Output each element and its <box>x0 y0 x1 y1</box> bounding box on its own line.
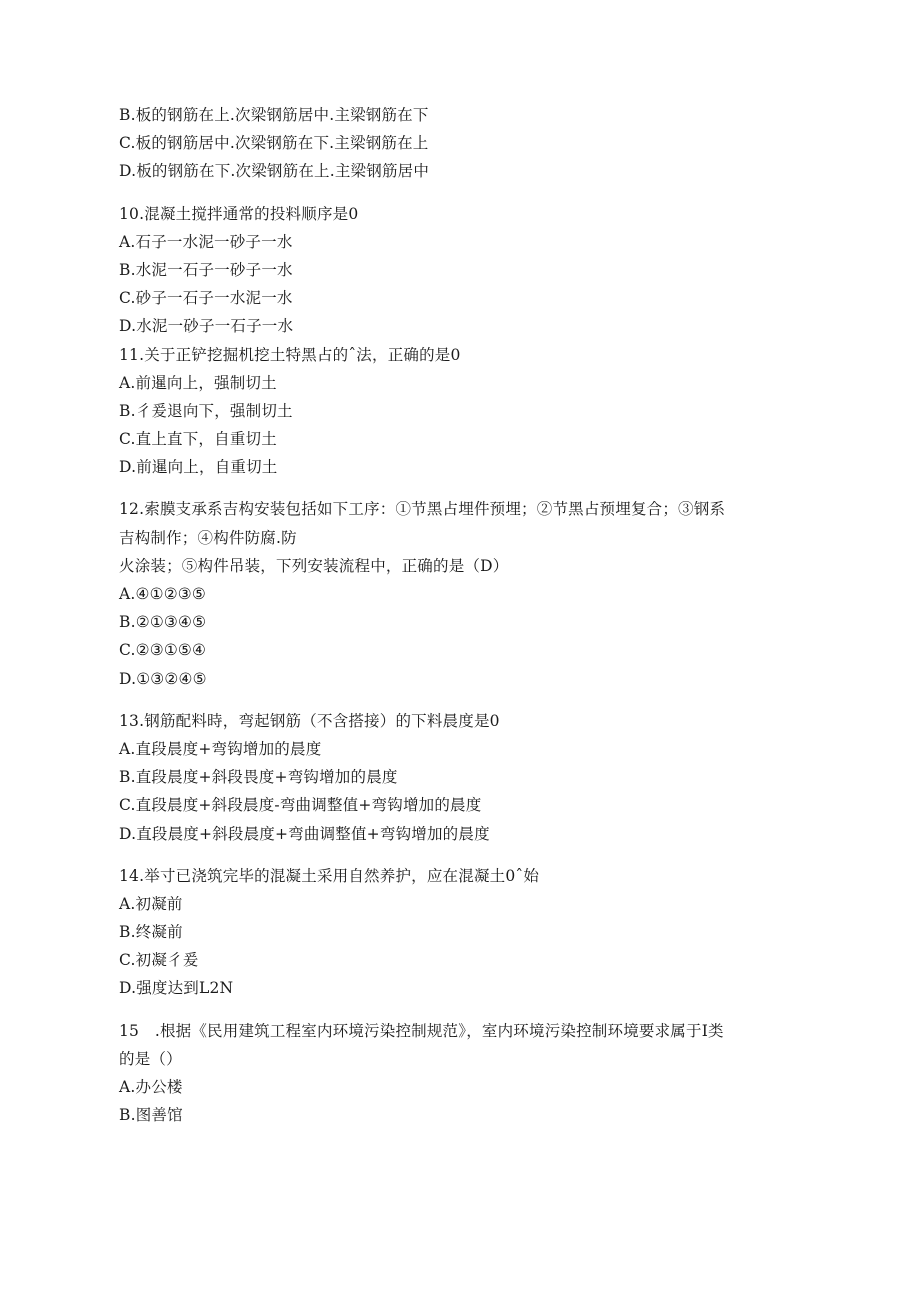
option-b-q15: B.图善馆 <box>119 1106 183 1125</box>
option-a-q14: A.初凝前 <box>119 894 183 913</box>
option-b-q14: B.终凝前 <box>119 923 183 942</box>
option-d-q10: D.水泥一砂子一石子一水 <box>119 317 294 336</box>
option-b-q11: B.彳爰退向下，强制切土 <box>119 401 293 420</box>
option-a-q13: A.直段晨度+弯钩增加的晨度 <box>119 739 322 758</box>
question-10: 10.混凝土搅拌通常的投料顺序是0 <box>119 204 359 223</box>
option-a-q15: A.办公楼 <box>119 1078 183 1096</box>
option-b-q12: B.②①③④⑤ <box>119 613 207 632</box>
question-14: 14.举寸已浇筑完毕的混凝土采用自然养护，应在混凝土0ˆ始 <box>119 866 540 885</box>
option-b-q13: B.直段晨度+斜段畏度+弯钩增加的晨度 <box>119 768 398 787</box>
question-13: 13.钢筋配料時，弯起钢筋（不含搭接）的下料晨度是0 <box>119 711 500 730</box>
spacer <box>119 848 799 862</box>
question-12-line-3: 火涂装；⑤构件吊装，下列安装流程中，正确的是（D） <box>119 556 509 575</box>
question-11: 11.关于正铲挖掘机挖土特黑占的ˆ法，正确的是0 <box>119 345 461 364</box>
option-a-q12: A.④①②③⑤ <box>119 585 206 603</box>
option-c-q9: C.板的钢筋居中.次梁钢筋在下.主梁钢筋在上 <box>119 134 429 153</box>
option-c-q11: C.直上直下，自重切土 <box>119 430 277 449</box>
option-d-q13: D.直段晨度+斜段晨度+弯曲调整值+弯钩增加的晨度 <box>119 824 490 843</box>
question-12-line-1: 12.索膜支承系吉构安装包括如下工序：①节黑占埋件预埋；②节黑占预埋复合；③钢系 <box>119 500 726 519</box>
question-15-line-1: 15 .根据《民用建筑工程室内环境污染控制规范》，室内环境污染控制环境要求属于I类 <box>119 1021 724 1040</box>
spacer <box>119 186 799 200</box>
option-c-q14: C.初凝彳爰 <box>119 951 199 970</box>
question-15-line-2: 的是（） <box>119 1049 182 1068</box>
option-d-q11: D.前暹向上，自重切土 <box>119 458 278 477</box>
option-c-q13: C.直段晨度+斜段晨度-弯曲调整值+弯钩增加的晨度 <box>119 796 482 815</box>
option-b-q10: B.水泥一石子一砂子一水 <box>119 260 293 279</box>
spacer <box>119 693 799 707</box>
option-a-q10: A.石子一水泥一砂子一水 <box>119 232 293 251</box>
option-d-q12: D.①③②④⑤ <box>119 669 207 688</box>
option-c-q12: C.②③①⑤④ <box>119 641 207 660</box>
option-b-q9: B.板的钢筋在上.次梁钢筋居中.主梁钢筋在下 <box>119 106 429 124</box>
option-a-q11: A.前暹向上，强制切土 <box>119 373 277 392</box>
question-12-line-2: 吉构制作；④构件防腐.防 <box>119 528 297 547</box>
document-page <box>119 101 799 1129</box>
option-d-q9: D.板的钢筋在下.次梁钢筋在上.主梁钢筋居中 <box>119 162 430 181</box>
option-c-q10: C.砂子一石子一水泥一水 <box>119 289 293 308</box>
spacer <box>119 481 799 495</box>
option-d-q14: D.强度达到L2N <box>119 979 234 998</box>
spacer <box>119 1003 799 1017</box>
